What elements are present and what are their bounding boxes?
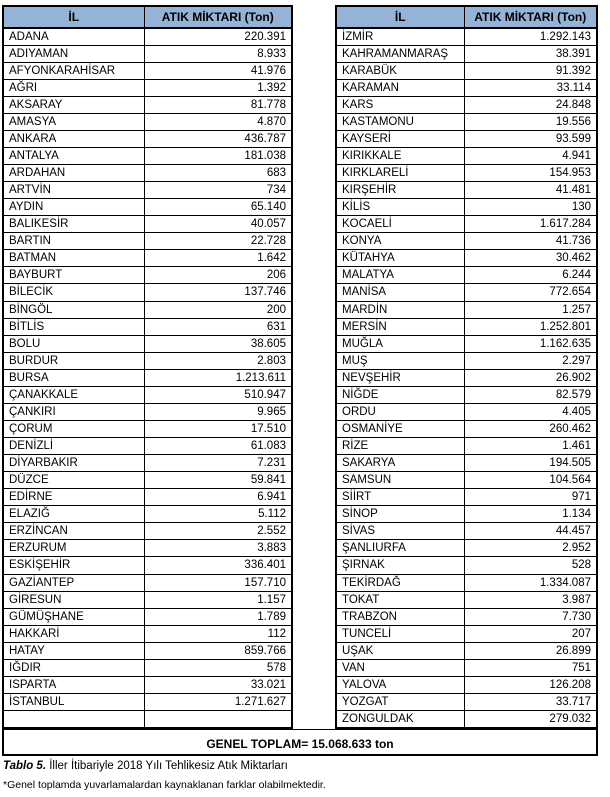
province-cell: MUŞ <box>336 352 464 369</box>
table-header-row <box>336 6 597 28</box>
footnote: *Genel toplamda yuvarlamalardan kaynaklanan farklar olabilmektedir. <box>3 779 326 791</box>
amount-cell: 7.231 <box>144 455 292 472</box>
province-cell: YOZGAT <box>336 693 464 710</box>
province-cell: TEKİRDAĞ <box>336 574 464 591</box>
caption-text: İller İtibariyle 2018 Yılı Tehlikesiz Atık Miktarları <box>46 760 288 772</box>
table-header-row <box>3 6 292 28</box>
province-cell: HATAY <box>3 642 144 659</box>
province-cell: NİĞDE <box>336 386 464 403</box>
province-cell: İSTANBUL <box>3 693 144 710</box>
amount-cell: 859.766 <box>144 642 292 659</box>
province-cell: RİZE <box>336 438 464 455</box>
amount-cell: 1.162.635 <box>464 335 597 352</box>
amount-cell: 4.941 <box>464 147 597 164</box>
province-cell: HAKKARİ <box>3 625 144 642</box>
province-cell: GAZİANTEP <box>3 574 144 591</box>
table-row <box>3 28 292 45</box>
table-row <box>3 438 292 455</box>
province-cell: ELAZIĞ <box>3 506 144 523</box>
amount-cell: 24.848 <box>464 96 597 113</box>
province-cell: ŞANLIURFA <box>336 540 464 557</box>
column-header-province: İL <box>3 6 144 28</box>
amount-cell: 59.841 <box>144 472 292 489</box>
amount-cell: 528 <box>464 557 597 574</box>
amount-cell: 130 <box>464 199 597 216</box>
province-cell: KIRŞEHİR <box>336 182 464 199</box>
province-cell: MALATYA <box>336 267 464 284</box>
amount-cell: 41.736 <box>464 233 597 250</box>
column-header-amount: ATIK MİKTARI (Ton) <box>144 6 292 28</box>
amount-cell: 260.462 <box>464 420 597 437</box>
amount-cell: 157.710 <box>144 574 292 591</box>
amount-cell: 1.642 <box>144 250 292 267</box>
province-cell: BURSA <box>3 369 144 386</box>
waste-table-left <box>2 5 293 729</box>
amount-cell: 194.505 <box>464 455 597 472</box>
table-row <box>336 369 597 386</box>
amount-cell: 1.461 <box>464 438 597 455</box>
amount-cell: 7.730 <box>464 608 597 625</box>
amount-cell: 38.391 <box>464 45 597 62</box>
table-row <box>336 318 597 335</box>
amount-cell: 1.392 <box>144 79 292 96</box>
table-row <box>3 45 292 62</box>
province-cell: ŞIRNAK <box>336 557 464 574</box>
amount-cell: 6.941 <box>144 489 292 506</box>
amount-cell: 1.789 <box>144 608 292 625</box>
amount-cell: 2.803 <box>144 352 292 369</box>
table-row <box>3 420 292 437</box>
table-row <box>336 386 597 403</box>
amount-cell: 220.391 <box>144 28 292 45</box>
table-row <box>336 455 597 472</box>
amount-cell: 1.134 <box>464 506 597 523</box>
province-cell: KARS <box>336 96 464 113</box>
table-row <box>3 523 292 540</box>
table-row <box>3 216 292 233</box>
table-row <box>336 403 597 420</box>
amount-cell: 1.252.801 <box>464 318 597 335</box>
table-row <box>3 472 292 489</box>
table-row <box>336 540 597 557</box>
province-cell: KÜTAHYA <box>336 250 464 267</box>
column-header-amount: ATIK MİKTARI (Ton) <box>464 6 597 28</box>
amount-cell: 1.271.627 <box>144 693 292 710</box>
table-row <box>336 711 597 729</box>
amount-cell: 33.717 <box>464 693 597 710</box>
province-cell: ERZURUM <box>3 540 144 557</box>
province-cell: BOLU <box>3 335 144 352</box>
amount-cell: 971 <box>464 489 597 506</box>
amount-cell: 2.297 <box>464 352 597 369</box>
amount-cell: 631 <box>144 318 292 335</box>
amount-cell: 22.728 <box>144 233 292 250</box>
table-row <box>336 591 597 608</box>
amount-cell: 9.965 <box>144 403 292 420</box>
table-row <box>3 250 292 267</box>
table-row <box>3 540 292 557</box>
province-cell: YALOVA <box>336 676 464 693</box>
province-cell: ARTVİN <box>3 182 144 199</box>
amount-cell: 336.401 <box>144 557 292 574</box>
table-row <box>3 62 292 79</box>
amount-cell: 19.556 <box>464 113 597 130</box>
amount-cell: 207 <box>464 625 597 642</box>
table-row <box>336 642 597 659</box>
amount-cell: 41.481 <box>464 182 597 199</box>
province-cell: KIRKLARELİ <box>336 165 464 182</box>
province-cell: BATMAN <box>3 250 144 267</box>
province-cell: ERZİNCAN <box>3 523 144 540</box>
table-row <box>3 335 292 352</box>
table-row <box>3 386 292 403</box>
province-cell: BURDUR <box>3 352 144 369</box>
table-row <box>3 113 292 130</box>
table-row <box>3 233 292 250</box>
table-row <box>336 233 597 250</box>
province-cell: MERSİN <box>336 318 464 335</box>
caption-label: Tablo 5. <box>3 760 47 772</box>
province-cell: KASTAMONU <box>336 113 464 130</box>
table-row <box>336 676 597 693</box>
table-row <box>3 79 292 96</box>
amount-cell: 6.244 <box>464 267 597 284</box>
table-row <box>336 625 597 642</box>
province-cell: ANTALYA <box>3 147 144 164</box>
table-row <box>336 216 597 233</box>
amount-cell: 30.462 <box>464 250 597 267</box>
province-cell: ZONGULDAK <box>336 711 464 729</box>
table-row <box>336 352 597 369</box>
amount-cell: 436.787 <box>144 130 292 147</box>
amount-cell: 1.213.611 <box>144 369 292 386</box>
table-row <box>336 62 597 79</box>
province-cell: KOCAELİ <box>336 216 464 233</box>
province-cell: ORDU <box>336 403 464 420</box>
table-row <box>3 352 292 369</box>
table-row <box>3 369 292 386</box>
table-row <box>336 284 597 301</box>
province-cell: ANKARA <box>3 130 144 147</box>
amount-cell: 26.902 <box>464 369 597 386</box>
table-row <box>336 96 597 113</box>
amount-cell: 81.778 <box>144 96 292 113</box>
table-row <box>336 182 597 199</box>
amount-cell: 181.038 <box>144 147 292 164</box>
table-row <box>3 711 292 729</box>
province-cell: MUĞLA <box>336 335 464 352</box>
amount-cell: 26.899 <box>464 642 597 659</box>
amount-cell: 279.032 <box>464 711 597 729</box>
province-cell: GİRESUN <box>3 591 144 608</box>
amount-cell: 3.883 <box>144 540 292 557</box>
waste-table-right <box>335 5 598 729</box>
province-cell: AFYONKARAHİSAR <box>3 62 144 79</box>
province-cell: ÇANKIRI <box>3 403 144 420</box>
province-cell: BİNGÖL <box>3 301 144 318</box>
table-row <box>3 489 292 506</box>
province-cell: SAKARYA <box>336 455 464 472</box>
table-row <box>336 489 597 506</box>
amount-cell: 44.457 <box>464 523 597 540</box>
province-cell: SAMSUN <box>336 472 464 489</box>
table-row <box>3 165 292 182</box>
table-row <box>3 676 292 693</box>
amount-cell: 33.114 <box>464 79 597 96</box>
province-cell: ADIYAMAN <box>3 45 144 62</box>
province-cell: İZMİR <box>336 28 464 45</box>
province-cell: BİLECİK <box>3 284 144 301</box>
table-row <box>3 199 292 216</box>
amount-cell: 137.746 <box>144 284 292 301</box>
amount-cell: 510.947 <box>144 386 292 403</box>
table-row <box>336 608 597 625</box>
amount-cell: 93.599 <box>464 130 597 147</box>
table-row <box>3 455 292 472</box>
table-row <box>3 642 292 659</box>
province-cell: AĞRI <box>3 79 144 96</box>
table-row <box>336 250 597 267</box>
amount-cell: 126.208 <box>464 676 597 693</box>
province-cell: KARABÜK <box>336 62 464 79</box>
table-row <box>336 79 597 96</box>
province-cell <box>3 711 144 729</box>
table-row <box>3 625 292 642</box>
province-cell: AYDIN <box>3 199 144 216</box>
table-row <box>336 574 597 591</box>
table-row <box>3 693 292 710</box>
amount-cell: 2.552 <box>144 523 292 540</box>
table-row <box>336 506 597 523</box>
province-cell: ISPARTA <box>3 676 144 693</box>
province-cell: DENİZLİ <box>3 438 144 455</box>
amount-cell: 82.579 <box>464 386 597 403</box>
table-row <box>3 182 292 199</box>
grand-total-row <box>2 729 598 756</box>
table-row <box>3 608 292 625</box>
province-cell: ARDAHAN <box>3 165 144 182</box>
province-cell: BARTIN <box>3 233 144 250</box>
amount-cell: 40.057 <box>144 216 292 233</box>
province-cell: DÜZCE <box>3 472 144 489</box>
amount-cell: 3.987 <box>464 591 597 608</box>
table-row <box>3 506 292 523</box>
province-cell: KAYSERİ <box>336 130 464 147</box>
amount-cell: 112 <box>144 625 292 642</box>
province-cell: DİYARBAKIR <box>3 455 144 472</box>
table-row <box>336 113 597 130</box>
amount-cell: 772.654 <box>464 284 597 301</box>
amount-cell: 4.405 <box>464 403 597 420</box>
province-cell: ÇORUM <box>3 420 144 437</box>
table-row <box>336 45 597 62</box>
table-row <box>3 574 292 591</box>
province-cell: KIRIKKALE <box>336 147 464 164</box>
table-row <box>3 301 292 318</box>
amount-cell: 41.976 <box>144 62 292 79</box>
province-cell: ADANA <box>3 28 144 45</box>
table-row <box>336 523 597 540</box>
amount-cell: 1.157 <box>144 591 292 608</box>
table-row <box>336 420 597 437</box>
province-cell: EDİRNE <box>3 489 144 506</box>
amount-cell: 1.292.143 <box>464 28 597 45</box>
province-cell: VAN <box>336 659 464 676</box>
province-cell: UŞAK <box>336 642 464 659</box>
table-row <box>336 438 597 455</box>
table-row <box>3 659 292 676</box>
table-row <box>336 130 597 147</box>
province-cell: MANİSA <box>336 284 464 301</box>
amount-cell: 734 <box>144 182 292 199</box>
amount-cell: 578 <box>144 659 292 676</box>
amount-cell: 65.140 <box>144 199 292 216</box>
amount-cell: 751 <box>464 659 597 676</box>
column-header-province: İL <box>336 6 464 28</box>
amount-cell: 33.021 <box>144 676 292 693</box>
amount-cell: 8.933 <box>144 45 292 62</box>
table-row <box>3 591 292 608</box>
table-row <box>3 147 292 164</box>
province-cell: SİİRT <box>336 489 464 506</box>
province-cell: KİLİS <box>336 199 464 216</box>
amount-cell: 1.617.284 <box>464 216 597 233</box>
province-cell: MARDİN <box>336 301 464 318</box>
province-cell: NEVŞEHİR <box>336 369 464 386</box>
amount-cell: 154.953 <box>464 165 597 182</box>
amount-cell: 1.257 <box>464 301 597 318</box>
amount-cell <box>144 711 292 729</box>
province-cell: SİVAS <box>336 523 464 540</box>
amount-cell: 4.870 <box>144 113 292 130</box>
province-cell: KAHRAMANMARAŞ <box>336 45 464 62</box>
province-cell: AKSARAY <box>3 96 144 113</box>
table-row <box>3 318 292 335</box>
amount-cell: 104.564 <box>464 472 597 489</box>
amount-cell: 2.952 <box>464 540 597 557</box>
amount-cell: 683 <box>144 165 292 182</box>
amount-cell: 200 <box>144 301 292 318</box>
table-caption <box>3 760 288 772</box>
amount-cell: 91.392 <box>464 62 597 79</box>
table-row <box>336 335 597 352</box>
province-cell: BALIKESİR <box>3 216 144 233</box>
table-row <box>3 557 292 574</box>
province-cell: ESKİŞEHİR <box>3 557 144 574</box>
province-cell: OSMANİYE <box>336 420 464 437</box>
province-cell: ÇANAKKALE <box>3 386 144 403</box>
table-row <box>3 96 292 113</box>
table-row <box>3 284 292 301</box>
province-cell: TRABZON <box>336 608 464 625</box>
amount-cell: 17.510 <box>144 420 292 437</box>
amount-cell: 38.605 <box>144 335 292 352</box>
table-row <box>336 199 597 216</box>
amount-cell: 206 <box>144 267 292 284</box>
table-row <box>336 28 597 45</box>
table-row <box>3 403 292 420</box>
grand-total-text: GENEL TOPLAM= 15.068.633 ton <box>206 737 394 751</box>
province-cell: AMASYA <box>3 113 144 130</box>
table-row <box>336 267 597 284</box>
province-cell: KONYA <box>336 233 464 250</box>
province-cell: BİTLİS <box>3 318 144 335</box>
amount-cell: 5.112 <box>144 506 292 523</box>
province-cell: GÜMÜŞHANE <box>3 608 144 625</box>
amount-cell: 1.334.087 <box>464 574 597 591</box>
table-row <box>336 301 597 318</box>
table-row <box>336 693 597 710</box>
table-row <box>3 130 292 147</box>
province-cell: IĞDIR <box>3 659 144 676</box>
province-cell: KARAMAN <box>336 79 464 96</box>
table-row <box>3 267 292 284</box>
province-cell: BAYBURT <box>3 267 144 284</box>
table-row <box>336 472 597 489</box>
amount-cell: 61.083 <box>144 438 292 455</box>
table-row <box>336 147 597 164</box>
table-row <box>336 557 597 574</box>
province-cell: TOKAT <box>336 591 464 608</box>
province-cell: TUNCELİ <box>336 625 464 642</box>
table-row <box>336 659 597 676</box>
table-row <box>336 165 597 182</box>
province-cell: SİNOP <box>336 506 464 523</box>
